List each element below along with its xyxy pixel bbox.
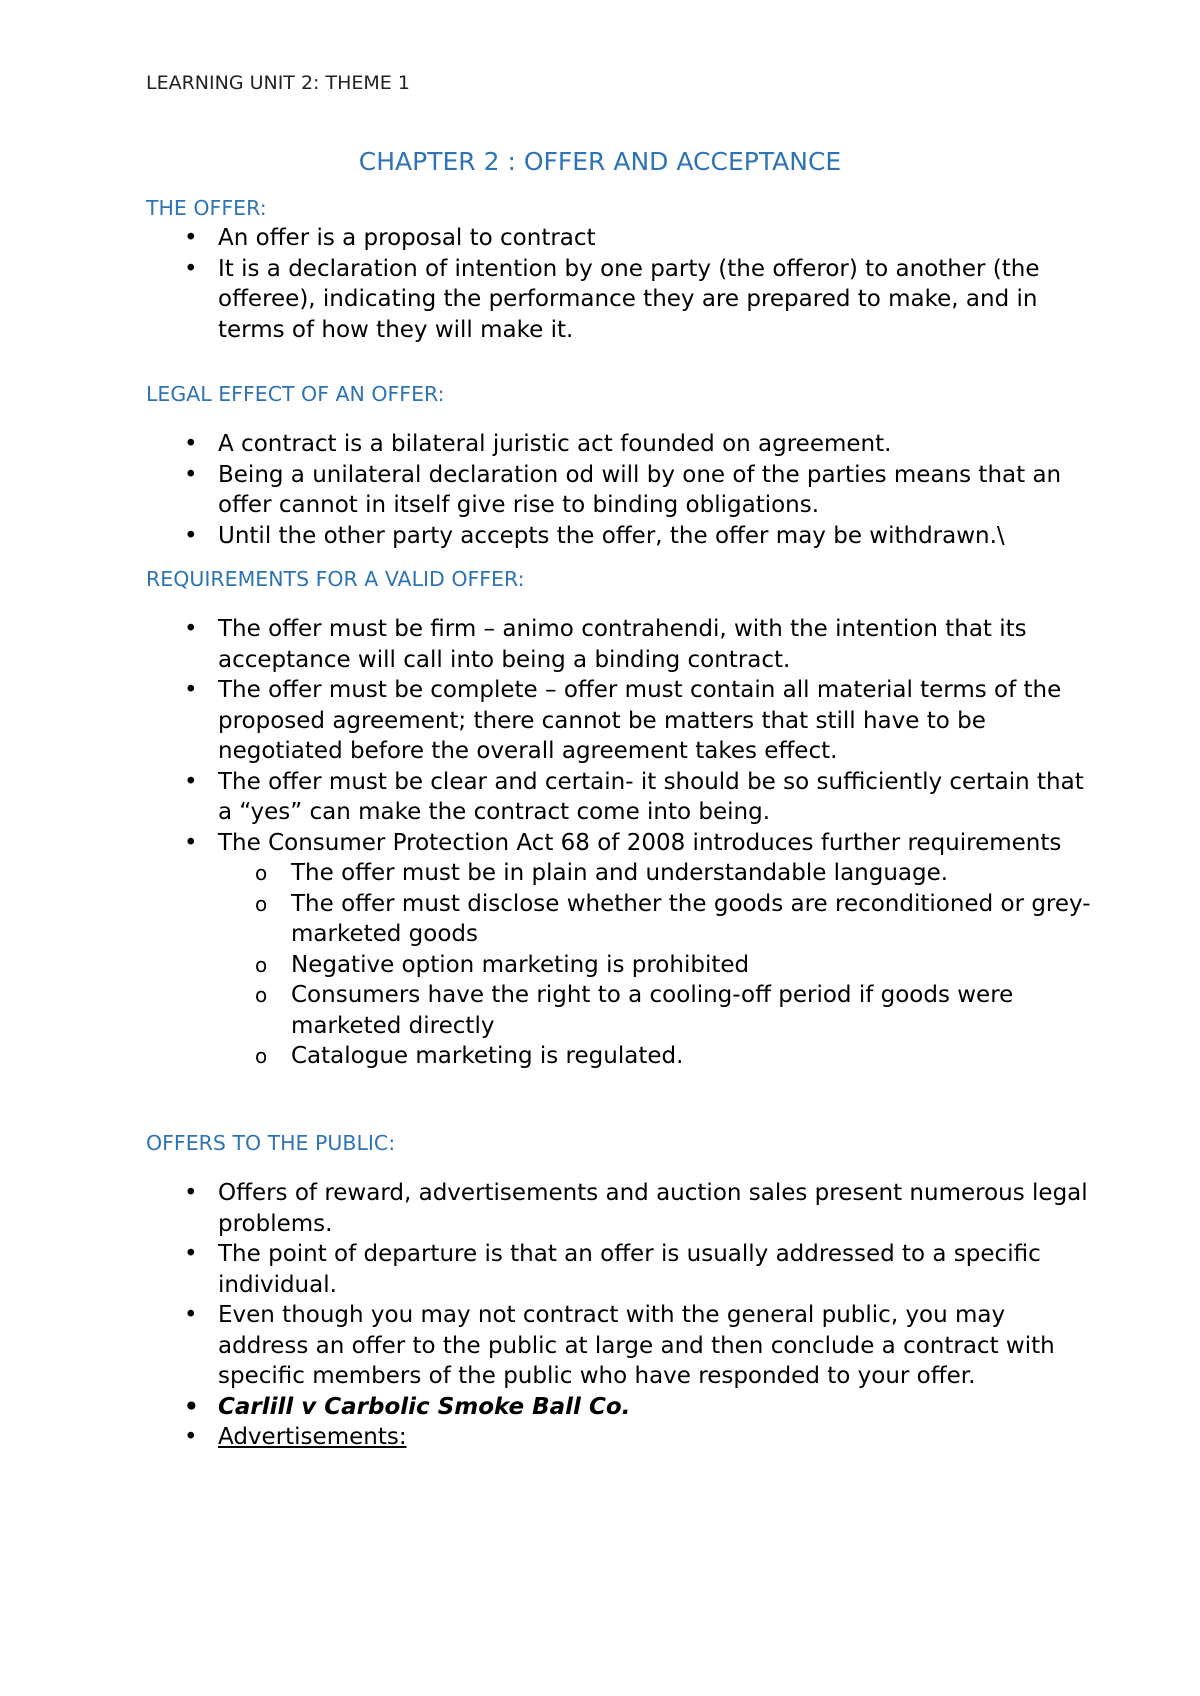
list-item: • The offer must be firm – animo contrahendi, with the intention that its acceptance will call into being a binding contract.	[218, 614, 1098, 675]
case-citation: • Carlill v Carbolic Smoke Ball Co.	[218, 1392, 1098, 1423]
list-item: • An offer is a proposal to contract	[218, 223, 1098, 254]
section-heading-legal-effect: LEGAL EFFECT OF AN OFFER:	[146, 382, 445, 406]
chapter-title: CHAPTER 2 : OFFER AND ACCEPTANCE	[358, 147, 842, 176]
advertisements-label: Advertisements:	[218, 1424, 407, 1450]
list-item: • The point of departure is that an offer is usually addressed to a specific individual.	[218, 1239, 1098, 1300]
list-item: • Being a unilateral declaration od will by one of the parties means that an offer cannot in itself give rise to binding obligations.	[218, 460, 1098, 521]
section-heading-public: OFFERS TO THE PUBLIC:	[146, 1131, 396, 1155]
section-heading-requirements: REQUIREMENTS FOR A VALID OFFER:	[146, 567, 525, 591]
legal-effect-bullet-list	[218, 429, 1098, 551]
list-item: • The offer must be complete – offer must contain all material terms of the proposed agreement; there cannot be matters that still have to be negotiated before the overall agreement takes effect.	[218, 675, 1098, 767]
sub-list-item: o The offer must disclose whether the goods are reconditioned or grey-marketed goods	[291, 889, 1098, 950]
list-item-advertisements	[218, 1422, 1098, 1453]
section-heading-offer: THE OFFER:	[146, 196, 267, 220]
list-item-consumer-protection-act	[218, 828, 1098, 1072]
list-item: • Until the other party accepts the offer, the offer may be withdrawn.\	[218, 521, 1098, 552]
list-item: • It is a declaration of intention by one party (the offeror) to another (the offeree), indicating the performance they are prepared to make, and in terms of how they will make it.	[218, 254, 1098, 346]
list-item: • The offer must be clear and certain- it should be so sufficiently certain that a “yes” can make the contract come into being.	[218, 767, 1098, 828]
requirements-bullet-list	[218, 614, 1098, 1072]
public-bullet-list	[218, 1178, 1098, 1453]
sub-list-item: o Negative option marketing is prohibited	[291, 950, 1098, 981]
consumer-protection-sub-list	[218, 858, 1098, 1072]
sub-list-item: o Catalogue marketing is regulated.	[291, 1041, 1098, 1072]
offer-bullet-list	[218, 223, 1098, 345]
list-item: • Even though you may not contract with the general public, you may address an offer to the public at large and then conclude a contract with specific members of the public who have responded to your offer.	[218, 1300, 1098, 1392]
list-item: • A contract is a bilateral juristic act founded on agreement.	[218, 429, 1098, 460]
running-header: LEARNING UNIT 2: THEME 1	[146, 72, 410, 94]
list-item-text: The Consumer Protection Act 68 of 2008 introduces further requirements	[218, 829, 1062, 856]
list-item: • Offers of reward, advertisements and auction sales present numerous legal problems.	[218, 1178, 1098, 1239]
sub-list-item: o The offer must be in plain and understandable language.	[291, 858, 1098, 889]
sub-list-item: o Consumers have the right to a cooling-off period if goods were marketed directly	[291, 980, 1098, 1041]
